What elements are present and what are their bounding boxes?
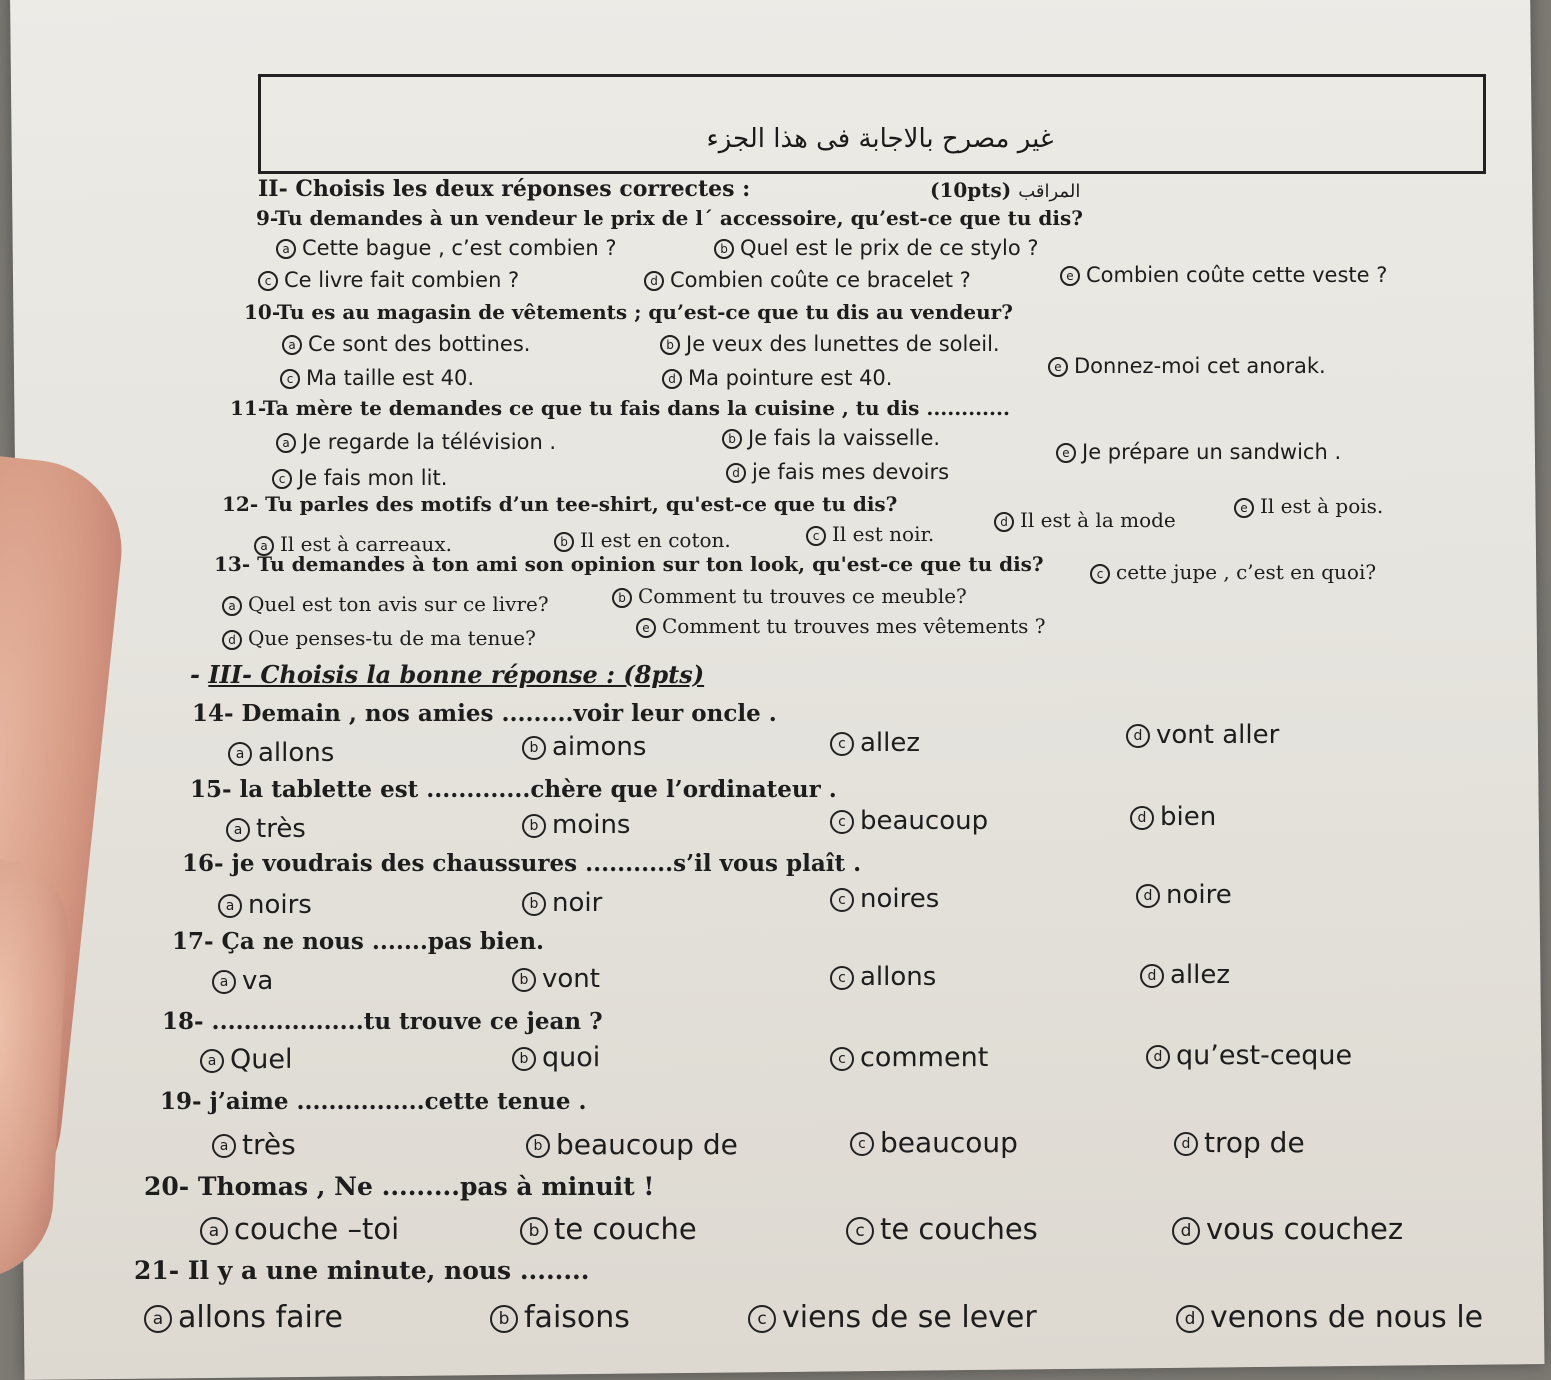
letter-e: e [1060,266,1080,286]
letter-a: a [212,1134,236,1158]
points-value: (10pts) [930,178,1012,202]
letter-b: b [722,429,742,449]
letter-c: c [830,732,854,756]
q20-option-d: d vous couchez [1172,1212,1403,1246]
letter-c: c [748,1305,776,1333]
section-3-title: - III- Choisis la bonne réponse : (8pts) [190,660,705,689]
q9-option-d: d Combien coûte ce bracelet ? [644,268,971,292]
letter-d: d [644,271,664,291]
q13-option-c: c cette jupe , c’est en quoi? [1090,560,1376,584]
q21-option-a: a allons faire [144,1300,343,1335]
q9-option-a: a Cette bague , c’est combien ? [276,236,617,260]
letter-b: b [660,335,680,355]
q14-option-d: d vont aller [1126,720,1279,750]
q20-option-c: c te couches [846,1212,1038,1246]
points-arabic: المراقب [1018,181,1081,202]
q21-option-c: c viens de se lever [748,1300,1037,1335]
q15-option-a: a très [226,814,306,844]
q18-option-b: b quoi [512,1042,600,1073]
q11-option-b: b Je fais la vaisselle. [722,426,940,450]
q20-option-b: b te couche [520,1212,697,1246]
q18-option-d: d qu’est-ceque [1146,1040,1352,1071]
letter-a: a [282,335,302,355]
q9-option-e: e Combien coûte cette veste ? [1060,263,1387,287]
letter-d: d [662,369,682,389]
letter-d: d [222,630,242,650]
q11-option-e: e Je prépare un sandwich . [1056,440,1341,464]
q12-option-b: b Il est en coton. [554,528,731,552]
q10-option-c: c Ma taille est 40. [280,366,474,390]
letter-c: c [830,966,854,990]
letter-d: d [726,463,746,483]
letter-a: a [276,239,296,259]
q10-question: 10-Tu es au magasin de vêtements ; qu’est-ce que tu dis au vendeur? [244,300,1013,324]
section-2-title: II- Choisis les deux réponses correctes : [258,176,751,202]
letter-d: d [1176,1305,1204,1333]
letter-a: a [200,1217,228,1245]
letter-e: e [1056,443,1076,463]
q12-option-a: a Il est à carreaux. [254,532,452,556]
letter-c: c [830,810,854,834]
q19-option-b: b beaucoup de [526,1128,738,1161]
q16-option-b: b noir [522,888,602,918]
letter-b: b [612,588,632,608]
letter-b: b [522,736,546,760]
q14-question: 14- Demain , nos amies .........voir leur oncle . [192,700,777,727]
q16-option-c: c noires [830,884,939,914]
letter-c: c [850,1132,874,1156]
letter-a: a [254,536,274,556]
letter-e: e [1048,357,1068,377]
letter-d: d [1130,806,1154,830]
letter-c: c [830,1047,854,1071]
letter-d: d [994,512,1014,532]
q17-option-a: a va [212,966,273,996]
q17-option-b: b vont [512,964,600,994]
q9-option-b: b Quel est le prix de ce stylo ? [714,236,1039,260]
q18-question: 18- ...................tu trouve ce jean ? [162,1008,603,1035]
q21-question: 21- Il y a une minute, nous ........ [134,1256,590,1285]
q16-question: 16- je voudrais des chaussures ...........s’il vous plaît . [182,850,862,877]
q16-option-a: a noirs [218,890,312,920]
q10-option-e: e Donnez-moi cet anorak. [1048,354,1326,378]
q13-option-d: d Que penses-tu de ma tenue? [222,626,536,650]
q14-option-c: c allez [830,728,920,758]
q10-option-b: b Je veux des lunettes de soleil. [660,332,1000,356]
q12-option-d: d Il est à la mode [994,508,1176,532]
q14-option-b: b aimons [522,732,646,762]
q17-option-d: d allez [1140,960,1230,990]
q16-option-d: d noire [1136,880,1232,910]
letter-c: c [272,469,292,489]
q19-option-c: c beaucoup [850,1126,1018,1159]
letter-c: c [806,526,826,546]
q20-question: 20- Thomas , Ne .........pas à minuit ! [144,1172,655,1201]
q18-option-c: c comment [830,1042,988,1073]
letter-a: a [226,818,250,842]
letter-a: a [218,894,242,918]
q11-option-c: c Je fais mon lit. [272,466,447,490]
q10-option-a: a Ce sont des bottines. [282,332,530,356]
letter-e: e [636,618,656,638]
q21-option-d: d venons de nous le [1176,1300,1483,1335]
q15-option-c: c beaucoup [830,806,988,836]
letter-a: a [144,1305,172,1333]
q14-option-a: a allons [228,738,334,768]
q13-option-e: e Comment tu trouves mes vêtements ? [636,614,1045,638]
q13-option-b: b Comment tu trouves ce meuble? [612,584,967,608]
letter-a: a [200,1049,224,1073]
q11-question: 11-Ta mère te demandes ce que tu fais dans la cuisine , tu dis ............ [230,396,1010,420]
letter-b: b [522,814,546,838]
letter-b: b [490,1305,518,1333]
letter-b: b [714,239,734,259]
q11-option-a: a Je regarde la télévision . [276,430,556,454]
letter-c: c [846,1217,874,1245]
q19-option-a: a très [212,1128,296,1161]
q12-option-e: e Il est à pois. [1234,494,1383,518]
letter-c: c [280,369,300,389]
letter-b: b [512,1047,536,1071]
letter-e: e [1234,498,1254,518]
letter-a: a [212,970,236,994]
letter-d: d [1136,884,1160,908]
q9-option-c: c Ce livre fait combien ? [258,268,519,292]
letter-b: b [512,968,536,992]
arabic-notice: غير مصرح بالاجابة فى هذا الجزء [706,124,1054,154]
q15-question: 15- la tablette est .............chère que l’ordinateur . [190,776,837,803]
q12-option-c: c Il est noir. [806,522,934,546]
section-2-points [930,178,1080,202]
q17-option-c: c allons [830,962,936,992]
q9-question: 9-Tu demandes à un vendeur le prix de l´ accessoire, qu’est-ce que tu dis? [256,206,1083,230]
letter-b: b [522,892,546,916]
letter-a: a [276,433,296,453]
letter-b: b [526,1134,550,1158]
q13-option-a: a Quel est ton avis sur ce livre? [222,592,549,616]
q19-option-d: d trop de [1174,1126,1305,1159]
letter-b: b [520,1217,548,1245]
q20-option-a: a couche –toi [200,1212,399,1246]
q15-option-b: b moins [522,810,630,840]
letter-b: b [554,532,574,552]
q17-question: 17- Ça ne nous .......pas bien. [172,928,545,955]
q13-question: 13- Tu demandes à ton ami son opinion sur ton look, qu'est-ce que tu dis? [214,552,1044,576]
letter-a: a [222,596,242,616]
letter-c: c [1090,564,1110,584]
q12-question: 12- Tu parles des motifs d’un tee-shirt, qu'est-ce que tu dis? [222,492,898,516]
letter-c: c [830,888,854,912]
letter-d: d [1126,724,1150,748]
letter-d: d [1174,1132,1198,1156]
q10-option-d: d Ma pointure est 40. [662,366,892,390]
letter-c: c [258,271,278,291]
q18-option-a: a Quel [200,1044,292,1075]
letter-d: d [1172,1217,1200,1245]
q11-option-d: d je fais mes devoirs [726,460,949,484]
q21-option-b: b faisons [490,1300,630,1335]
letter-a: a [228,742,252,766]
q15-option-d: d bien [1130,802,1216,832]
letter-d: d [1140,964,1164,988]
q19-question: 19- j’aime ................cette tenue . [160,1088,587,1115]
letter-d: d [1146,1045,1170,1069]
